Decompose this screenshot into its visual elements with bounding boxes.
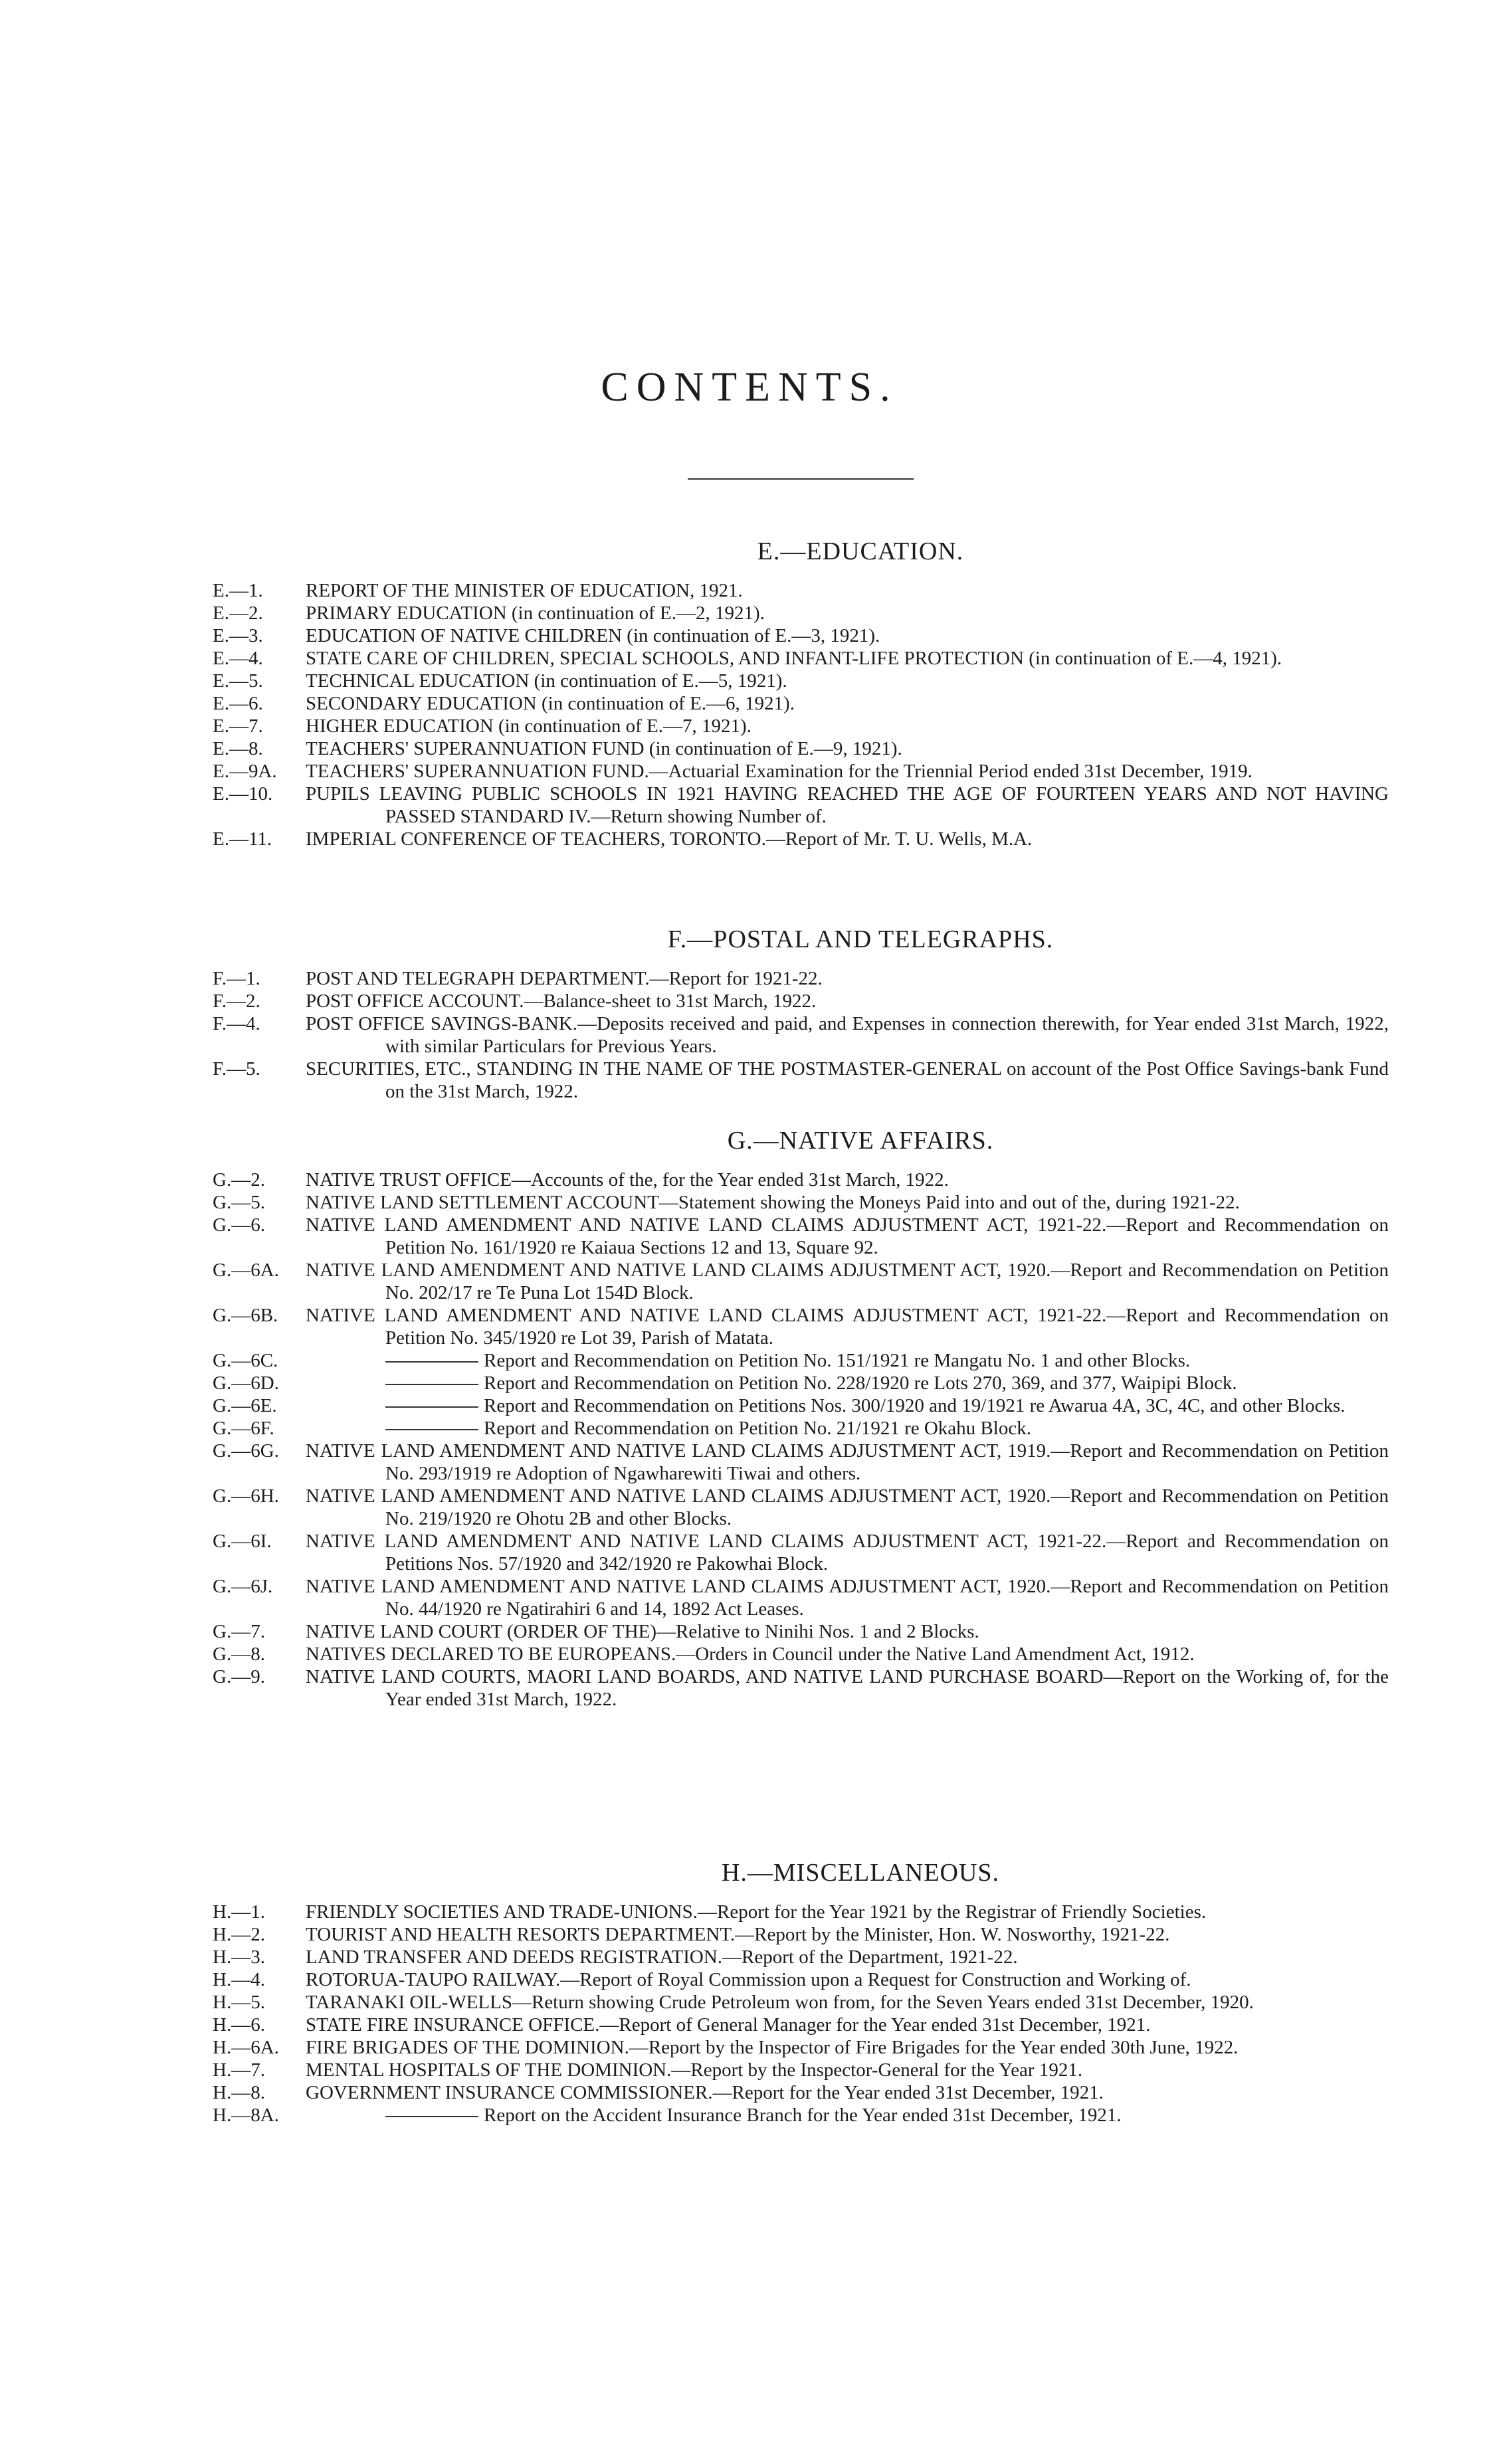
entry-title: NATIVE LAND AMENDMENT AND NATIVE LAND CLAIMS ADJUSTMENT ACT, 1919.—Report and Recommendation on Petition No. 293/1919 re Adoption of Ngawharewiti Tiwai and others.: [306, 1440, 1389, 1484]
entry-title: PRIMARY EDUCATION (in continuation of E.—2, 1921).: [306, 603, 765, 624]
entry-text: [306, 1259, 1389, 1304]
entry-code: H.—4.: [213, 1969, 265, 1990]
entry-text: [306, 1901, 1389, 1923]
entry-code: H.—6.: [213, 2014, 265, 2036]
entry-code: F.—2.: [213, 991, 260, 1012]
contents-entry: [213, 1946, 1389, 1968]
entry-text: [306, 1058, 1389, 1103]
entry-title: SECONDARY EDUCATION (in continuation of E.—6, 1921).: [306, 693, 795, 714]
entry-code: H.—2.: [213, 1924, 265, 1945]
page-title: CONTENTS.: [601, 365, 898, 410]
contents-entry: [213, 1901, 1389, 1923]
entry-code: E.—11.: [213, 828, 272, 850]
entry-title: NATIVE LAND COURTS, MAORI LAND BOARDS, AND NATIVE LAND PURCHASE BOARD—Report on the Working of, for the Year ended 31st March, 1922.: [306, 1666, 1389, 1710]
entry-title: SECURITIES, ETC., STANDING IN THE NAME OF THE POSTMASTER-GENERAL on account of the Post Office Savings-bank Fund on the 31st March, 1922.: [306, 1058, 1389, 1102]
entry-code: G.—6.: [213, 1214, 265, 1236]
contents-entry: [213, 1530, 1389, 1575]
entry-title: TARANAKI OIL-WELLS—Return showing Crude Petroleum won from, for the Seven Years ended 31st December, 1920.: [306, 1992, 1254, 2013]
contents-entry: [213, 1923, 1389, 1946]
entry-code: H.—6A.: [213, 2037, 279, 2058]
entry-title: NATIVE LAND SETTLEMENT ACCOUNT—Statement showing the Moneys Paid into and out of the, during 1921-22.: [306, 1192, 1240, 1213]
entry-text: [306, 670, 1389, 692]
contents-entry: [213, 1394, 1389, 1417]
contents-entry: [213, 737, 1389, 760]
contents-entry: [213, 990, 1389, 1012]
entry-title: TOURIST AND HEALTH RESORTS DEPARTMENT.—Report by the Minister, Hon. W. Nosworthy, 1921-22.: [306, 1924, 1170, 1945]
entry-text: [306, 1530, 1389, 1575]
ditto-dash: [385, 1384, 478, 1385]
contents-entry: [213, 1485, 1389, 1530]
ditto-dash: [385, 1361, 478, 1363]
entry-title: NATIVE LAND COURT (ORDER OF THE)—Relative to Ninihi Nos. 1 and 2 Blocks.: [306, 1621, 979, 1642]
entry-text: [306, 579, 1389, 602]
contents-entry: [213, 1169, 1389, 1191]
entry-text: [306, 1620, 1389, 1643]
contents-entry: [213, 1575, 1389, 1620]
entry-text: [306, 1372, 1389, 1394]
entry-title: LAND TRANSFER AND DEEDS REGISTRATION.—Report of the Department, 1921-22.: [306, 1946, 1018, 1968]
entry-code: E.—5.: [213, 670, 263, 692]
entry-text: [306, 828, 1389, 850]
title-divider: [688, 478, 914, 480]
contents-entry: [213, 2036, 1389, 2059]
entry-text: [306, 2104, 1389, 2127]
entry-title: NATIVE LAND AMENDMENT AND NATIVE LAND CLAIMS ADJUSTMENT ACT, 1921-22.—Report and Recommendation on Petition No. 161/1920 re Kaiaua Sections 12 and 13, Square 92.: [306, 1214, 1389, 1258]
contents-entry: [213, 2014, 1389, 2036]
entry-text: [306, 624, 1389, 647]
entry-text: [306, 1349, 1389, 1372]
entry-code: G.—6D.: [213, 1373, 279, 1394]
entry-title: NATIVE LAND AMENDMENT AND NATIVE LAND CLAIMS ADJUSTMENT ACT, 1921-22.—Report and Recommendation on Petition No. 345/1920 re Lot 39, Parish of Matata.: [306, 1305, 1389, 1349]
entry-code: E.—8.: [213, 738, 263, 759]
entry-title: Report and Recommendation on Petition No. 228/1920 re Lots 270, 369, and 377, Waipipi Block.: [484, 1373, 1237, 1394]
entry-code: E.—10.: [213, 783, 273, 805]
entry-text: [306, 1575, 1389, 1620]
entry-text: [306, 1946, 1389, 1968]
entry-code: E.—2.: [213, 603, 263, 624]
entry-code: G.—6H.: [213, 1485, 279, 1507]
entry-title: IMPERIAL CONFERENCE OF TEACHERS, TORONTO.—Report of Mr. T. U. Wells, M.A.: [306, 828, 1033, 850]
contents-entry: [213, 1440, 1389, 1485]
entry-title: TEACHERS' SUPERANNUATION FUND.—Actuarial Examination for the Triennial Period ended 31st December, 1919.: [306, 761, 1252, 782]
section-native-affairs: [213, 1126, 1389, 1711]
contents-entry: [213, 715, 1389, 737]
entry-title: HIGHER EDUCATION (in continuation of E.—7, 1921).: [306, 715, 751, 737]
entry-text: [306, 1394, 1389, 1417]
entry-title: POST AND TELEGRAPH DEPARTMENT.—Report for 1921-22.: [306, 968, 823, 989]
entry-code: G.—6G.: [213, 1440, 279, 1462]
entry-code: E.—6.: [213, 693, 263, 714]
entry-code: F.—5.: [213, 1058, 260, 1080]
entry-code: E.—3.: [213, 625, 263, 646]
contents-entry: [213, 579, 1389, 602]
entry-text: [306, 2059, 1389, 2081]
entry-text: [306, 1012, 1389, 1058]
entry-title: Report and Recommendation on Petition No. 151/1921 re Mangatu No. 1 and other Blocks.: [484, 1350, 1191, 1371]
entry-text: [306, 1440, 1389, 1485]
entry-code: G.—6C.: [213, 1350, 278, 1371]
entry-code: H.—5.: [213, 1992, 265, 2013]
contents-entry: [213, 1259, 1389, 1304]
entry-title: MENTAL HOSPITALS OF THE DOMINION.—Report by the Inspector-General for the Year 1921.: [306, 2059, 1083, 2081]
contents-entry: [213, 1991, 1389, 2014]
entry-code: E.—9A.: [213, 761, 277, 782]
entry-title: TEACHERS' SUPERANNUATION FUND (in continuation of E.—9, 1921).: [306, 738, 902, 759]
entry-text: [306, 737, 1389, 760]
entry-text: [306, 760, 1389, 783]
entry-title: NATIVE LAND AMENDMENT AND NATIVE LAND CLAIMS ADJUSTMENT ACT, 1921-22.—Report and Recommendation on Petitions Nos. 57/1920 and 342/1920 re Pakowhai Block.: [306, 1531, 1389, 1574]
entry-title: PUPILS LEAVING PUBLIC SCHOOLS IN 1921 HAVING REACHED THE AGE OF FOURTEEN YEARS AND NOT HAVING PASSED STANDARD IV.—Return showing Number of.: [306, 783, 1389, 827]
entry-title: NATIVE LAND AMENDMENT AND NATIVE LAND CLAIMS ADJUSTMENT ACT, 1920.—Report and Recommendation on Petition No. 219/1920 re Ohotu 2B and other Blocks.: [306, 1485, 1389, 1529]
entry-code: G.—6I.: [213, 1531, 272, 1552]
contents-entry: [213, 760, 1389, 783]
entry-text: [306, 715, 1389, 737]
contents-entry: [213, 967, 1389, 990]
section-miscellaneous: [213, 1858, 1389, 2127]
entry-code: H.—7.: [213, 2059, 265, 2081]
contents-entry: [213, 647, 1389, 670]
contents-entry: [213, 1968, 1389, 1991]
entry-text: [306, 602, 1389, 624]
contents-entry: [213, 1417, 1389, 1440]
entry-code: G.—6J.: [213, 1576, 273, 1597]
entry-title: NATIVE LAND AMENDMENT AND NATIVE LAND CLAIMS ADJUSTMENT ACT, 1920.—Report and Recommendation on Petition No. 202/17 re Te Puna Lot 154D Block.: [306, 1260, 1389, 1303]
entry-code: H.—8.: [213, 2082, 265, 2103]
contents-entry: [213, 1191, 1389, 1214]
contents-entry: [213, 783, 1389, 828]
section-education: [213, 537, 1389, 850]
entry-title: Report and Recommendation on Petitions Nos. 300/1920 and 19/1921 re Awarua 4A, 3C, 4C, and other Blocks.: [484, 1395, 1346, 1416]
entry-code: G.—7.: [213, 1621, 265, 1642]
entry-title: ROTORUA-TAUPO RAILWAY.—Report of Royal Commission upon a Request for Construction and Working of.: [306, 1969, 1191, 1990]
entry-title: NATIVE LAND AMENDMENT AND NATIVE LAND CLAIMS ADJUSTMENT ACT, 1920.—Report and Recommendation on Petition No. 44/1920 re Ngatirahiri 6 and 14, 1892 Act Leases.: [306, 1576, 1389, 1620]
contents-entry: [213, 1665, 1389, 1711]
entry-code: H.—8A.: [213, 2105, 279, 2126]
entry-title: EDUCATION OF NATIVE CHILDREN (in continuation of E.—3, 1921).: [306, 625, 880, 646]
entry-code: E.—1.: [213, 580, 263, 601]
contents-entry: [213, 624, 1389, 647]
contents-entry: [213, 1012, 1389, 1058]
ditto-dash: [385, 2116, 478, 2117]
ditto-dash: [385, 1429, 478, 1430]
entry-code: G.—6F.: [213, 1418, 274, 1439]
contents-entry: [213, 670, 1389, 692]
entry-title: Report on the Accident Insurance Branch for the Year ended 31st December, 1921.: [484, 2105, 1122, 2126]
entry-title: FIRE BRIGADES OF THE DOMINION.—Report by the Inspector of Fire Brigades for the Year ended 30th June, 1922.: [306, 2037, 1239, 2058]
entry-title: POST OFFICE SAVINGS-BANK.—Deposits received and paid, and Expenses in connection therewith, for Year ended 31st March, 1922, with similar Particulars for Previous Years.: [306, 1013, 1389, 1057]
entry-text: [306, 647, 1389, 670]
entry-code: G.—6B.: [213, 1305, 278, 1326]
entry-text: [306, 1923, 1389, 1946]
section-heading: F.—POSTAL AND TELEGRAPHS.: [667, 925, 1054, 953]
entry-code: F.—1.: [213, 968, 260, 989]
section-postal-telegraphs: [213, 925, 1389, 1103]
entry-code: G.—5.: [213, 1192, 265, 1213]
entry-title: NATIVE TRUST OFFICE—Accounts of the, for the Year ended 31st March, 1922.: [306, 1169, 949, 1190]
entry-code: G.—6E.: [213, 1395, 277, 1416]
entry-text: [306, 1991, 1389, 2014]
contents-entry: [213, 1620, 1389, 1643]
contents-entry: [213, 1643, 1389, 1665]
entry-text: [306, 1485, 1389, 1530]
contents-entry: [213, 1372, 1389, 1394]
entry-text: [306, 1191, 1389, 1214]
entry-code: G.—9.: [213, 1666, 265, 1687]
entry-code: G.—8.: [213, 1644, 265, 1665]
contents-entry: [213, 692, 1389, 715]
entry-title: Report and Recommendation on Petition No. 21/1921 re Okahu Block.: [484, 1418, 1031, 1439]
entry-code: F.—4.: [213, 1013, 260, 1034]
entry-title: REPORT OF THE MINISTER OF EDUCATION, 1921.: [306, 580, 743, 601]
section-heading: E.—EDUCATION.: [757, 537, 964, 565]
entry-title: TECHNICAL EDUCATION (in continuation of E.—5, 1921).: [306, 670, 787, 692]
entry-text: [306, 783, 1389, 828]
entry-code: G.—6A.: [213, 1260, 279, 1281]
entry-text: [306, 1968, 1389, 1991]
entry-text: [306, 1417, 1389, 1440]
entry-title: POST OFFICE ACCOUNT.—Balance-sheet to 31st March, 1922.: [306, 991, 817, 1012]
contents-entry: [213, 2104, 1389, 2127]
entry-code: H.—3.: [213, 1946, 265, 1968]
contents-entry: [213, 1214, 1389, 1259]
entry-title: GOVERNMENT INSURANCE COMMISSIONER.—Report for the Year ended 31st December, 1921.: [306, 2082, 1104, 2103]
contents-entry: [213, 2081, 1389, 2104]
entry-text: [306, 1169, 1389, 1191]
entry-title: NATIVES DECLARED TO BE EUROPEANS.—Orders in Council under the Native Land Amendment Act, 1912.: [306, 1644, 1195, 1665]
entry-code: H.—1.: [213, 1901, 265, 1923]
entry-title: FRIENDLY SOCIETIES AND TRADE-UNIONS.—Report for the Year 1921 by the Registrar of Friendly Societies.: [306, 1901, 1207, 1923]
entry-text: [306, 2036, 1389, 2059]
contents-entry: [213, 1304, 1389, 1349]
entry-code: E.—4.: [213, 648, 263, 669]
entry-text: [306, 2014, 1389, 2036]
entry-text: [306, 967, 1389, 990]
contents-entry: [213, 1349, 1389, 1372]
entry-text: [306, 990, 1389, 1012]
contents-entry: [213, 602, 1389, 624]
section-heading: G.—NATIVE AFFAIRS.: [727, 1127, 994, 1155]
entry-title: STATE CARE OF CHILDREN, SPECIAL SCHOOLS, AND INFANT-LIFE PROTECTION (in continuation of E.—4, 1921).: [306, 648, 1282, 669]
contents-entry: [213, 2059, 1389, 2081]
entry-text: [306, 1665, 1389, 1711]
ditto-dash: [385, 1406, 478, 1408]
contents-entry: [213, 1058, 1389, 1103]
entry-code: E.—7.: [213, 715, 263, 737]
entry-text: [306, 1214, 1389, 1259]
entry-text: [306, 1304, 1389, 1349]
contents-entry: [213, 828, 1389, 850]
entry-title: STATE FIRE INSURANCE OFFICE.—Report of General Manager for the Year ended 31st December, 1921.: [306, 2014, 1151, 2036]
entry-text: [306, 692, 1389, 715]
section-heading: H.—MISCELLANEOUS.: [721, 1859, 1000, 1887]
entry-code: G.—2.: [213, 1169, 265, 1190]
entry-text: [306, 2081, 1389, 2104]
entry-text: [306, 1643, 1389, 1665]
